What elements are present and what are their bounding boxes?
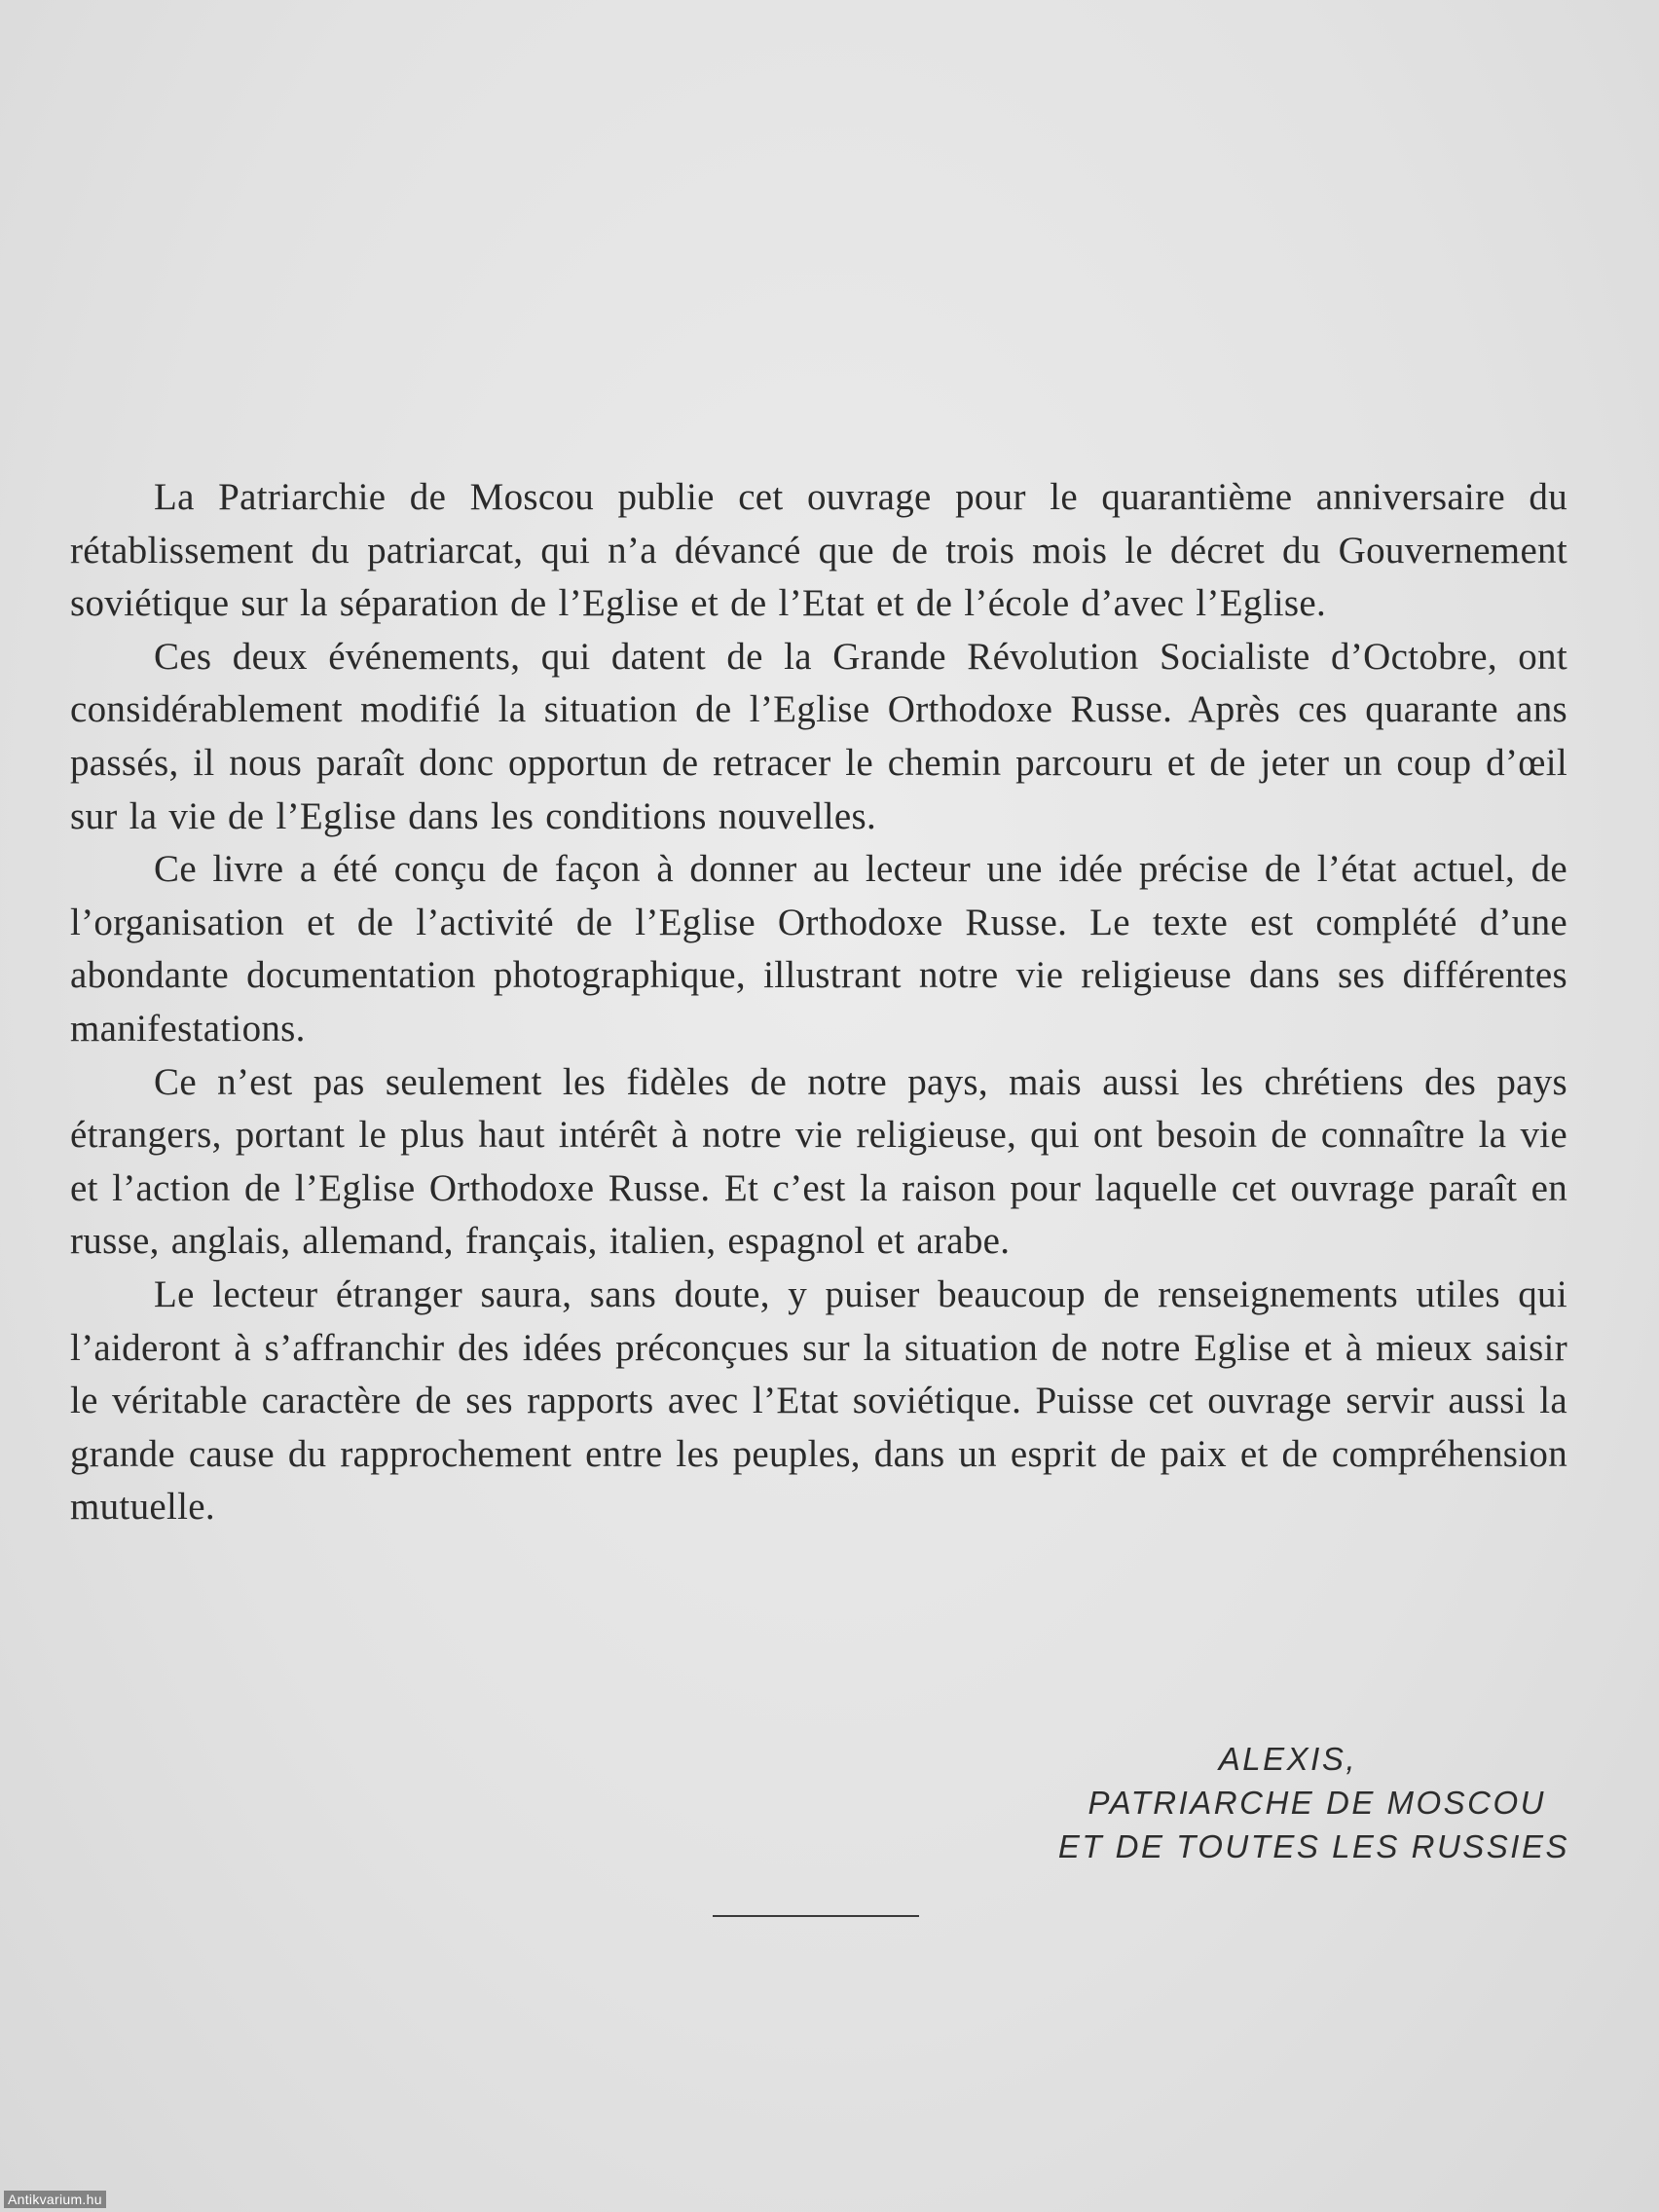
- signature-name: ALEXIS,: [1218, 1741, 1357, 1777]
- paragraph-1: La Patriarchie de Moscou publie cet ouvrage pour le quarantième anniversaire du rétablissement du patriarcat, qui n’a dévancé que de trois mois le décret du Gouvernement soviétique sur la séparation de l’Eglise et de l’Etat et de l’école d’avec l’Eglise.: [70, 476, 1567, 625]
- signature-title-line-1: PATRIARCHE DE MOSCOU: [1088, 1785, 1546, 1821]
- watermark: Antikvarium.hu: [4, 2191, 106, 2208]
- paragraph-4: Ce n’est pas seulement les fidèles de notre pays, mais aussi les chrétiens des pays étrangers, portant le plus haut intérêt à notre vie religieuse, qui ont besoin de connaître la vie et l’action de l’Eglise Orthodoxe Russe. Et c’est la raison pour laquelle cet ouvrage paraît en russe, anglais, allemand, français, italien, espagnol et arabe.: [70, 1060, 1567, 1263]
- paragraph-5: Le lecteur étranger saura, sans doute, y puiser beaucoup de renseignements utiles qui l’aideront à s’affranchir des idées préconçues sur la situation de notre Eglise et à mieux saisir le véritable caractère de ses rapports avec l’Etat soviétique. Puisse cet ouvrage servir aussi la grande cause du rapprochement entre les peuples, dans un esprit de paix et de compréhension mutuelle.: [70, 1272, 1567, 1529]
- signature-block: [1058, 1737, 1569, 1868]
- paragraph-2: Ces deux événements, qui datent de la Grande Révolution Socialiste d’Octobre, ont considérablement modifié la situation de l’Eglise Orthodoxe Russe. Après ces quarante ans passés, il nous paraît donc opportun de retracer le chemin parcouru et de jeter un coup d’œil sur la vie de l’Eglise dans les conditions nouvelles.: [70, 635, 1567, 837]
- paragraph-3: Ce livre a été conçu de façon à donner au lecteur une idée précise de l’état actuel, de l’organisation et de l’activité de l’Eglise Orthodoxe Russe. Le texte est complété d’une abondante documentation photographique, illustrant notre vie religieuse dans ses différentes manifestations.: [70, 848, 1567, 1050]
- preface-text: [70, 471, 1567, 1534]
- closing-rule: [713, 1915, 919, 1917]
- signature-title-line-2: ET DE TOUTES LES RUSSIES: [1057, 1828, 1569, 1864]
